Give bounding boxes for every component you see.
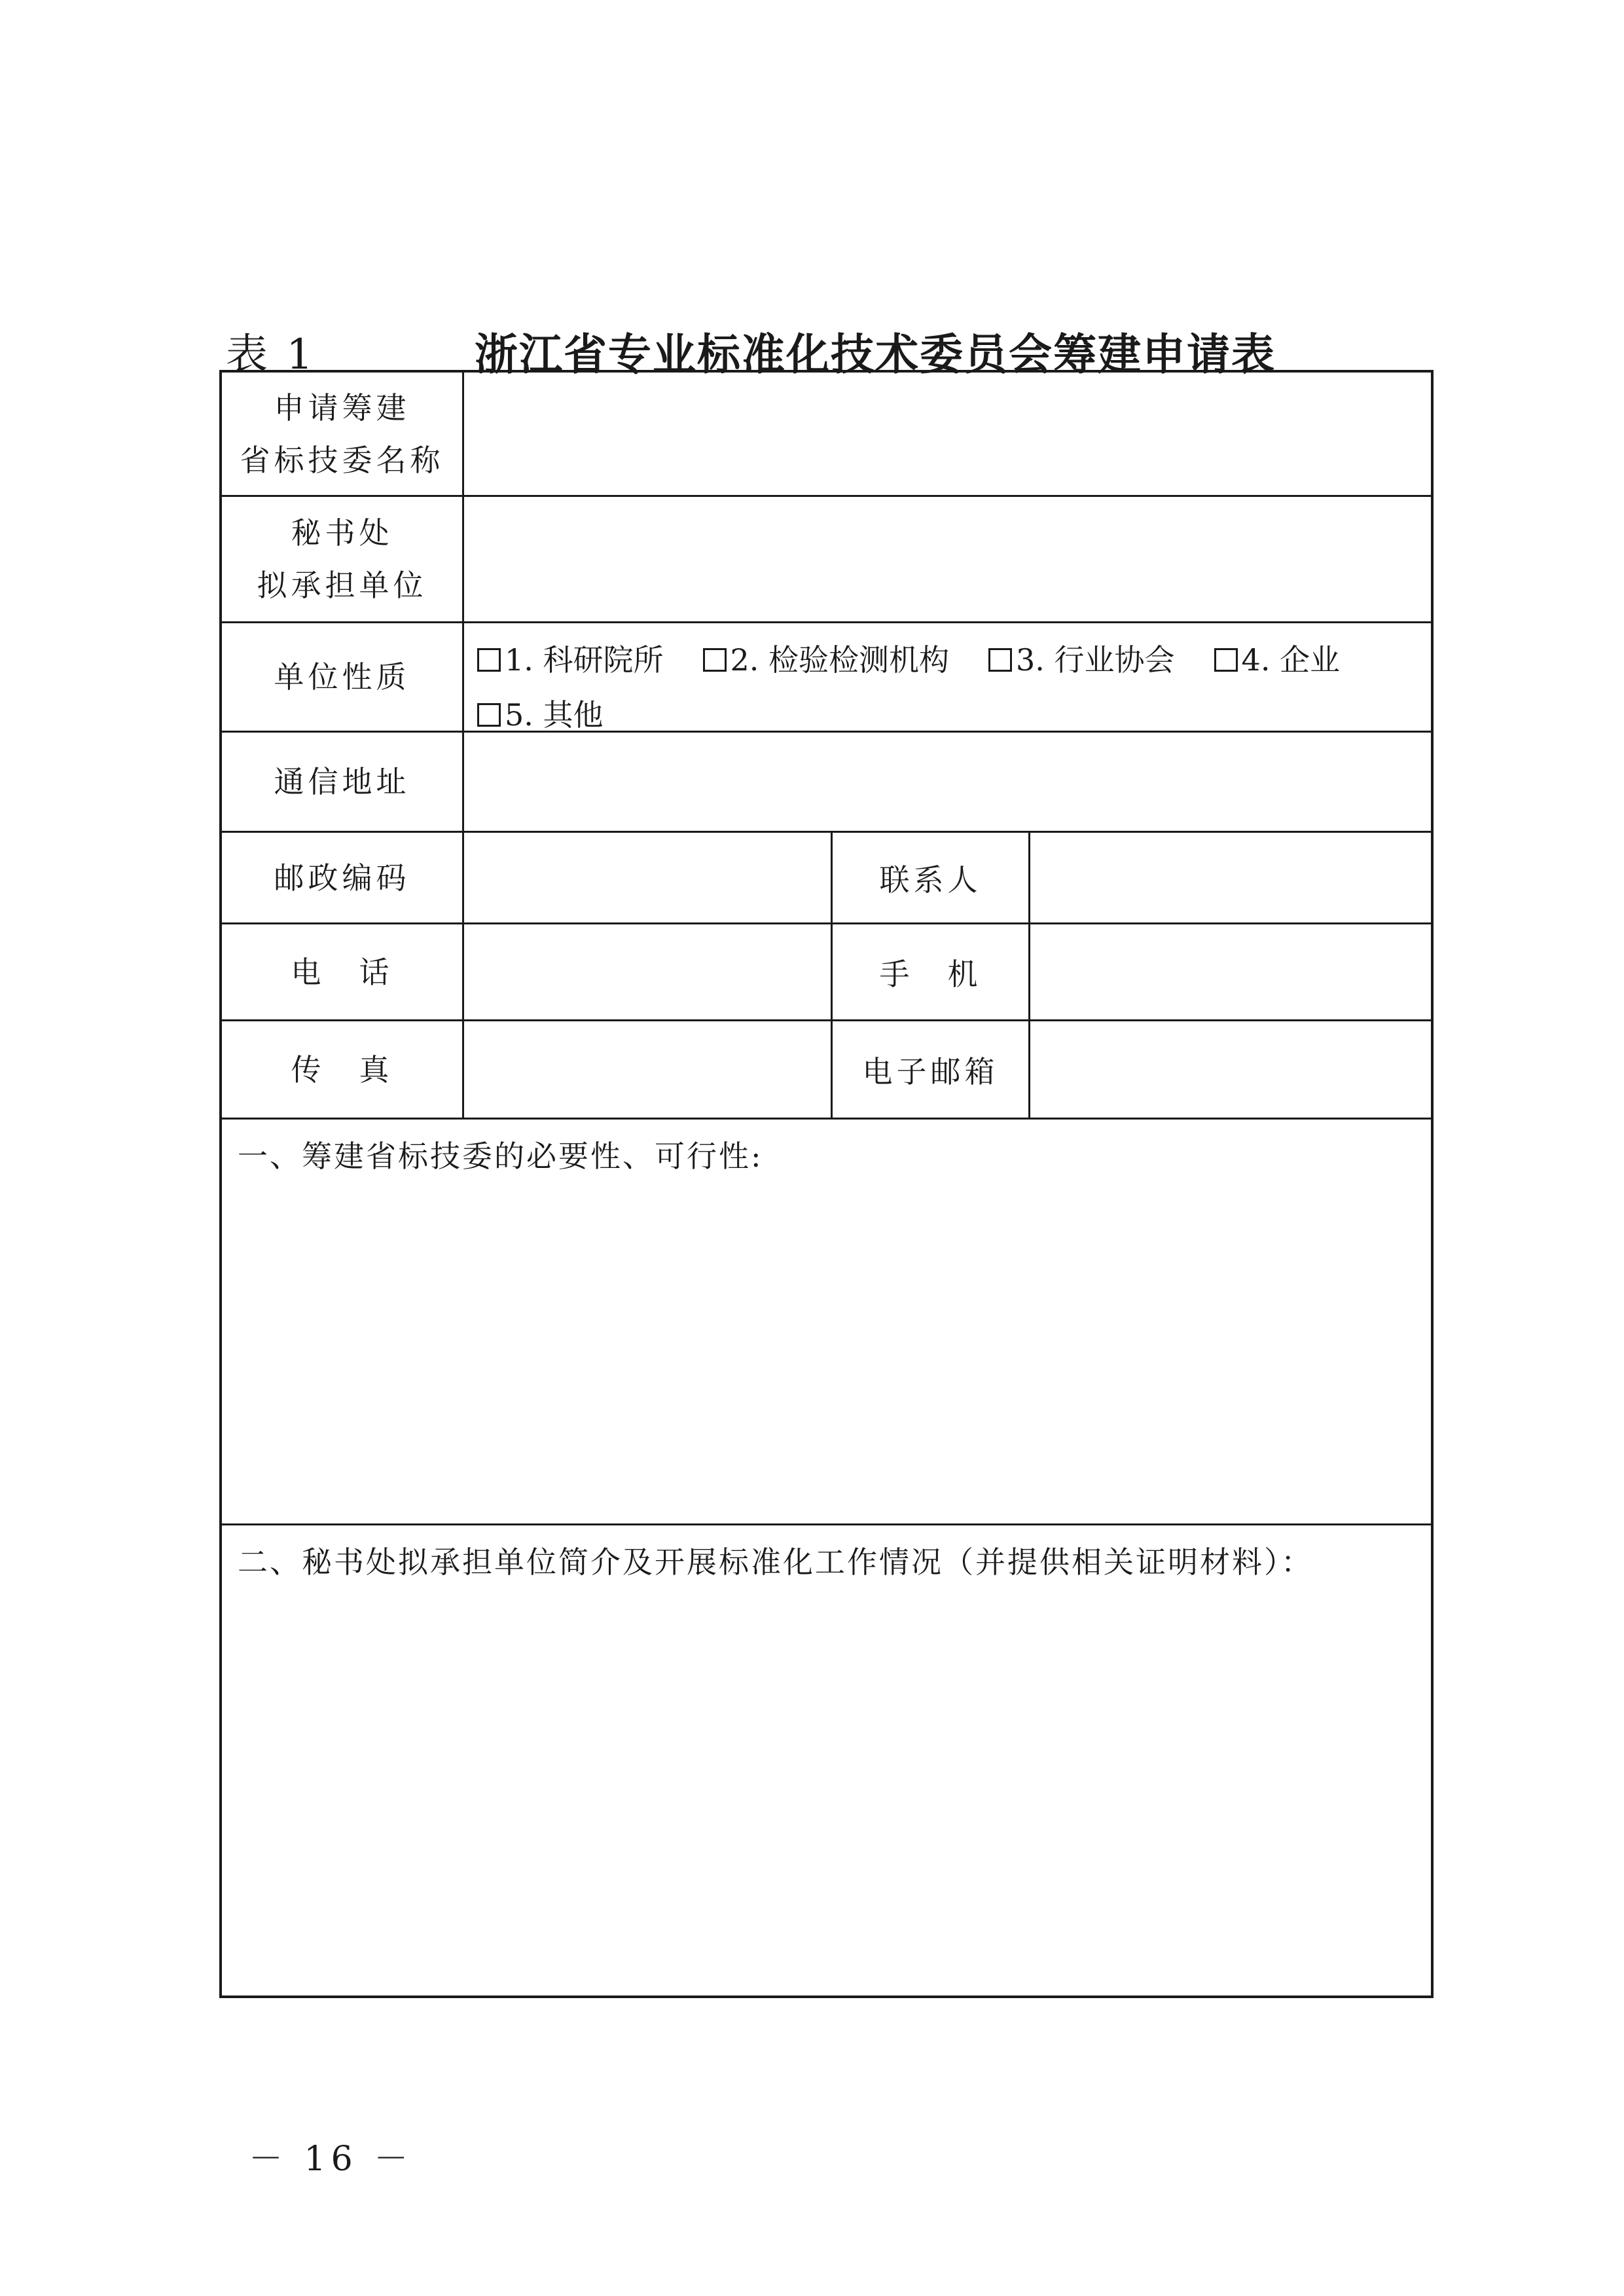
- email-label: 电子邮箱: [831, 1021, 1030, 1118]
- secretariat-row: [222, 497, 1431, 623]
- mobile-field[interactable]: [1030, 924, 1431, 1019]
- checkbox-icon[interactable]: [703, 648, 727, 672]
- fax-field[interactable]: [464, 1021, 831, 1118]
- section1-heading: 一、筹建省标技委的必要性、可行性:: [238, 1139, 763, 1174]
- secretariat-field[interactable]: [464, 497, 1431, 621]
- unit-nature-options: [464, 623, 1431, 731]
- address-field[interactable]: [464, 733, 1431, 831]
- checkbox-icon[interactable]: [1214, 648, 1238, 672]
- phone-mobile-row: [222, 924, 1431, 1021]
- unit-nature-label: 单位性质: [222, 623, 464, 731]
- email-field[interactable]: [1030, 1021, 1431, 1118]
- option-label: 5. 其他: [505, 697, 604, 733]
- option-label: 1. 科研院所: [505, 642, 664, 678]
- option-inspection-agency[interactable]: [703, 632, 950, 687]
- option-label: 3. 行业协会: [1016, 642, 1175, 678]
- section2-heading: 二、秘书处拟承担单位简介及开展标准化工作情况（并提供相关证明材料）：: [238, 1544, 1313, 1580]
- postcode-field[interactable]: [464, 833, 831, 922]
- checkbox-icon[interactable]: [988, 648, 1012, 672]
- option-industry-association[interactable]: [988, 632, 1175, 687]
- contact-field[interactable]: [1030, 833, 1431, 922]
- application-form: [219, 370, 1434, 1998]
- option-label: 4. 企业: [1241, 642, 1341, 678]
- unit-nature-row: [222, 623, 1431, 733]
- phone-field[interactable]: [464, 924, 831, 1019]
- checkbox-icon[interactable]: [477, 703, 501, 727]
- page-number: － 16 －: [249, 2140, 414, 2179]
- committee-name-field[interactable]: [464, 373, 1431, 495]
- section2-row: [222, 1525, 1431, 1995]
- postcode-contact-row: [222, 833, 1431, 924]
- address-row: [222, 733, 1431, 833]
- secretariat-label: 秘书处 拟承担单位: [222, 497, 464, 621]
- committee-name-label: 申请筹建 省标技委名称: [222, 373, 464, 495]
- contact-label: 联系人: [831, 833, 1030, 922]
- mobile-label: 手 机: [831, 924, 1030, 1019]
- fax-label: 传 真: [222, 1021, 464, 1118]
- form-title: 浙江省专业标准化技术委员会筹建申请表: [475, 329, 1276, 380]
- fax-email-row: [222, 1021, 1431, 1120]
- option-research-institute[interactable]: [477, 632, 664, 687]
- option-label: 2. 检验检测机构: [730, 642, 950, 678]
- table-label: 表 1: [226, 331, 316, 379]
- checkbox-icon[interactable]: [477, 648, 501, 672]
- phone-label: 电 话: [222, 924, 464, 1019]
- option-enterprise[interactable]: [1214, 632, 1341, 687]
- postcode-label: 邮政编码: [222, 833, 464, 922]
- committee-name-row: [222, 373, 1431, 497]
- address-label: 通信地址: [222, 733, 464, 831]
- section1-row: [222, 1120, 1431, 1525]
